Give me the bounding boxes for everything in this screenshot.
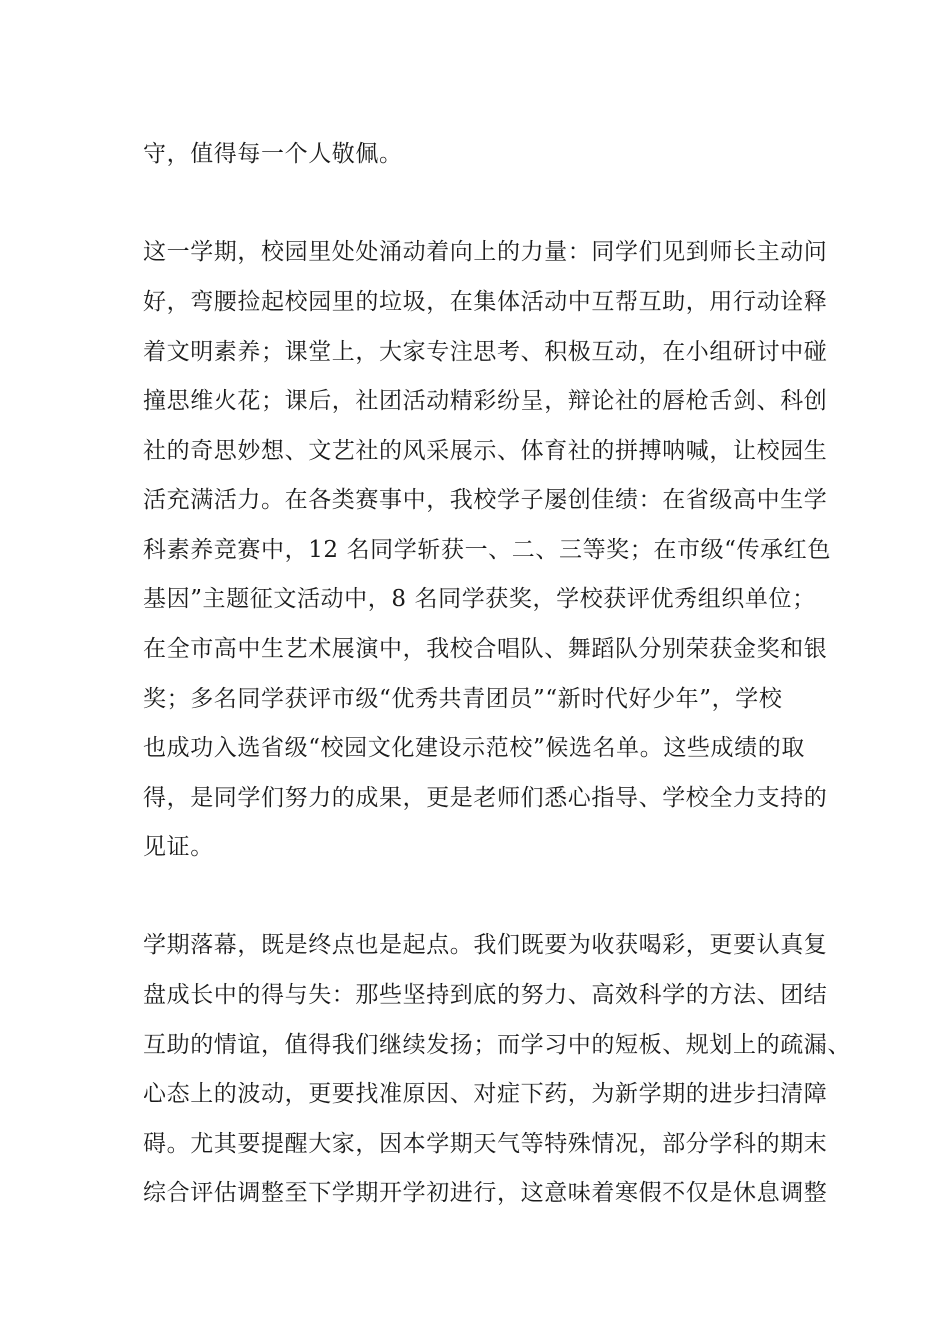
text-line: 心态上的波动，更要找准原因、对症下药，为新学期的进步扫清障 — [143, 1081, 828, 1107]
text-line: 好，弯腰捡起校园里的垃圾，在集体活动中互帮互助，用行动诠释 — [143, 289, 828, 315]
text-line: 这一学期，校园里处处涌动着向上的力量：同学们见到师长主动问 — [143, 239, 828, 265]
text-line: 碍。尤其要提醒大家，因本学期天气等特殊情况，部分学科的期末 — [143, 1131, 828, 1157]
text-line: 活充满活力。在各类赛事中，我校学子屡创佳绩：在省级高中生学 — [143, 487, 828, 513]
text-line: 盘成长中的得与失：那些坚持到底的努力、高效科学的方法、团结 — [143, 982, 828, 1008]
text-line: 得，是同学们努力的成果，更是老师们悉心指导、学校全力支持的 — [143, 785, 828, 811]
text-line: 守，值得每一个人敬佩。 — [143, 141, 403, 167]
text-line: 见证。 — [143, 834, 214, 860]
text-line: 奖；多名同学获评市级“优秀共青团员”“新时代好少年”，学校 — [143, 686, 783, 712]
text-line: 基因”主题征文活动中，8 名同学获奖，学校获评优秀组织单位； — [143, 586, 816, 612]
text-line: 撞思维火花；课后，社团活动精彩纷呈，辩论社的唇枪舌剑、科创 — [143, 388, 828, 414]
text-line: 也成功入选省级“校园文化建设示范校”候选名单。这些成绩的取 — [143, 735, 805, 761]
text-line: 综合评估调整至下学期开学初进行，这意味着寒假不仅是休息调整 — [143, 1180, 828, 1206]
text-line: 在全市高中生艺术展演中，我校合唱队、舞蹈队分别荣获金奖和银 — [143, 636, 828, 662]
text-line: 科素养竞赛中，12 名同学斩获一、二、三等奖；在市级“传承红色 — [143, 537, 831, 563]
text-line: 学期落幕，既是终点也是起点。我们既要为收获喝彩，更要认真复 — [143, 932, 828, 958]
text-line: 社的奇思妙想、文艺社的风采展示、体育社的拼搏呐喊，让校园生 — [143, 438, 828, 464]
text-line: 着文明素养；课堂上，大家专注思考、积极互动，在小组研讨中碰 — [143, 339, 828, 365]
text-line: 互助的情谊，值得我们继续发扬；而学习中的短板、规划上的疏漏、 — [143, 1032, 851, 1058]
